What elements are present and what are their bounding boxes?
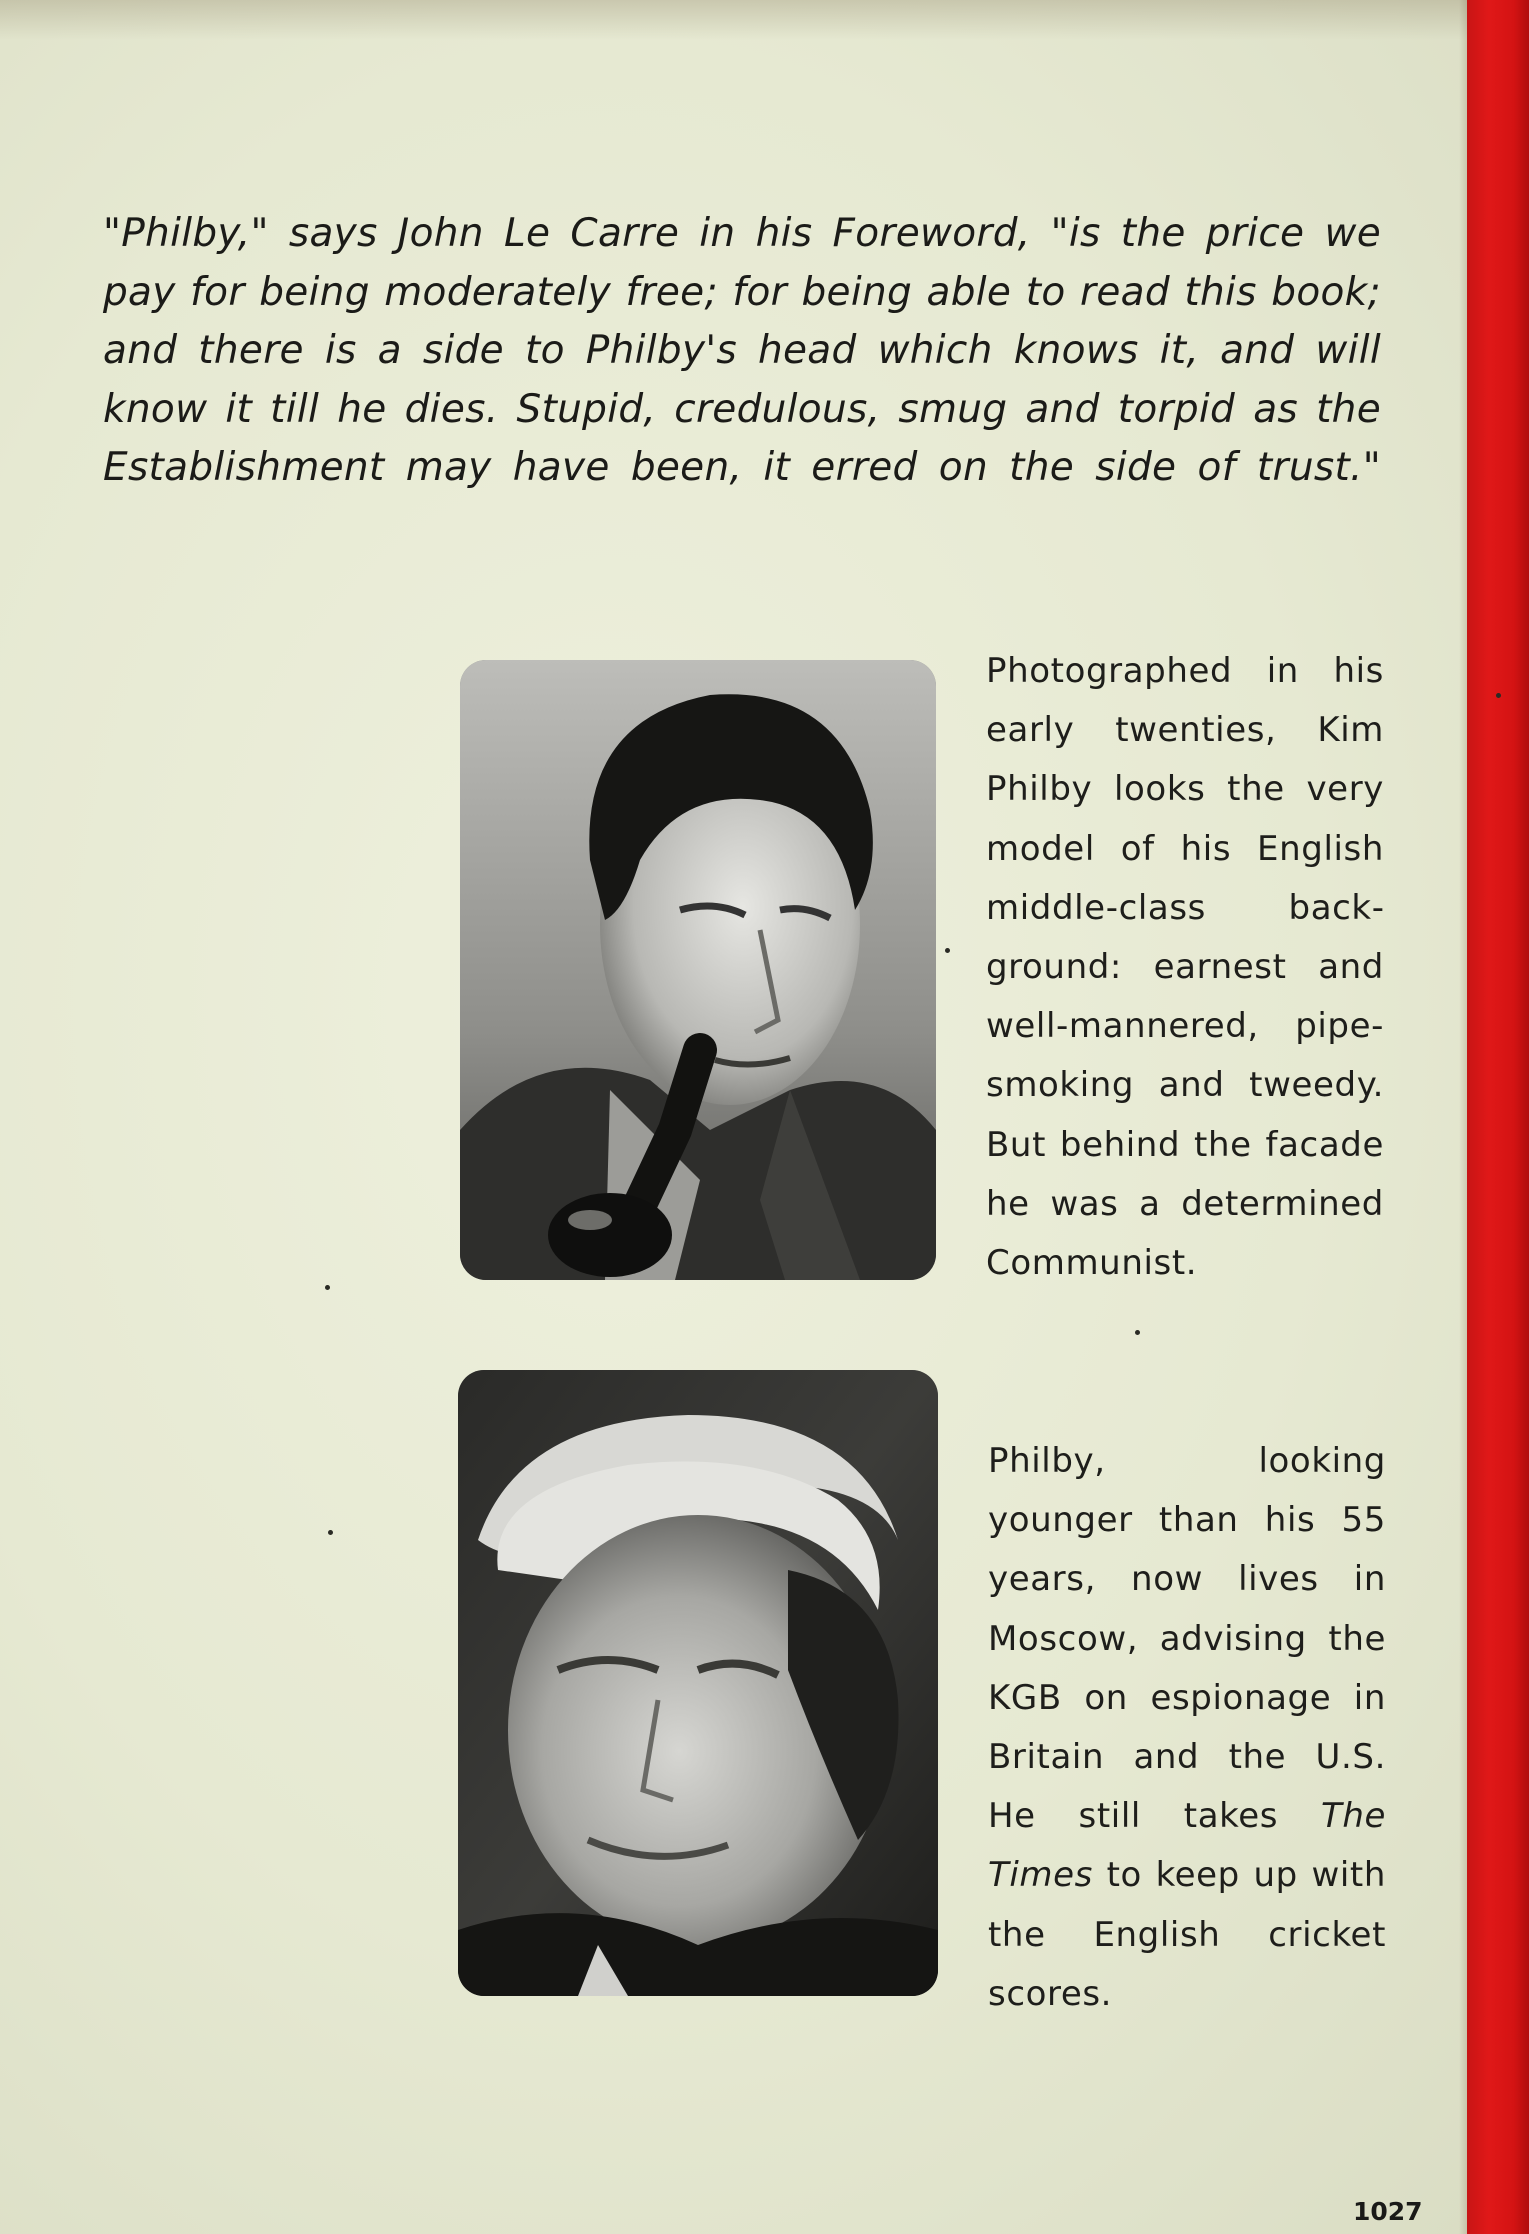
caption-older-text-start: Philby, looking younger than his 55 years, now lives in Moscow, advising the KGB on espionage in Britain and the U.S. He still takes (988, 1441, 1386, 1837)
paper-speck (325, 1285, 330, 1290)
paper-speck (328, 1530, 333, 1535)
worn-top-edge (0, 0, 1529, 40)
caption-older-photo (988, 1432, 1386, 2024)
young-portrait-illustration (460, 660, 936, 1280)
caption-older-text-end: to keep up with the English cricket scores. (988, 1855, 1386, 2014)
paper-speck (945, 948, 950, 953)
photo-older-philby (458, 1370, 938, 1996)
photo-young-philby-with-pipe (460, 660, 936, 1280)
caption-young-photo: Photographed in his early twenties, Kim Philby looks the very model of his English middle-class background: earnest and well-mannered, pipe-smoking and tweedy. But behind the facade he was a determined Communist. (986, 651, 1384, 1284)
older-portrait-illustration (458, 1370, 938, 1996)
catalog-number: 1027 (1353, 2197, 1423, 2226)
paper-speck (1496, 693, 1501, 698)
red-spine-edge (1467, 0, 1529, 2234)
paper-speck (1135, 1330, 1140, 1335)
newspaper-title: The Times (988, 1796, 1386, 1896)
foreword-quote: "Philby," says John Le Carre in his Foreword, "is the price we pay for being moderately free; for being able to read this book; and there is a side to Philby's head which knows it, and will know it till he dies. Stupid, credulous, smug and torpid as the Establishment may have been, it erred on the side of trust." (103, 211, 1381, 490)
